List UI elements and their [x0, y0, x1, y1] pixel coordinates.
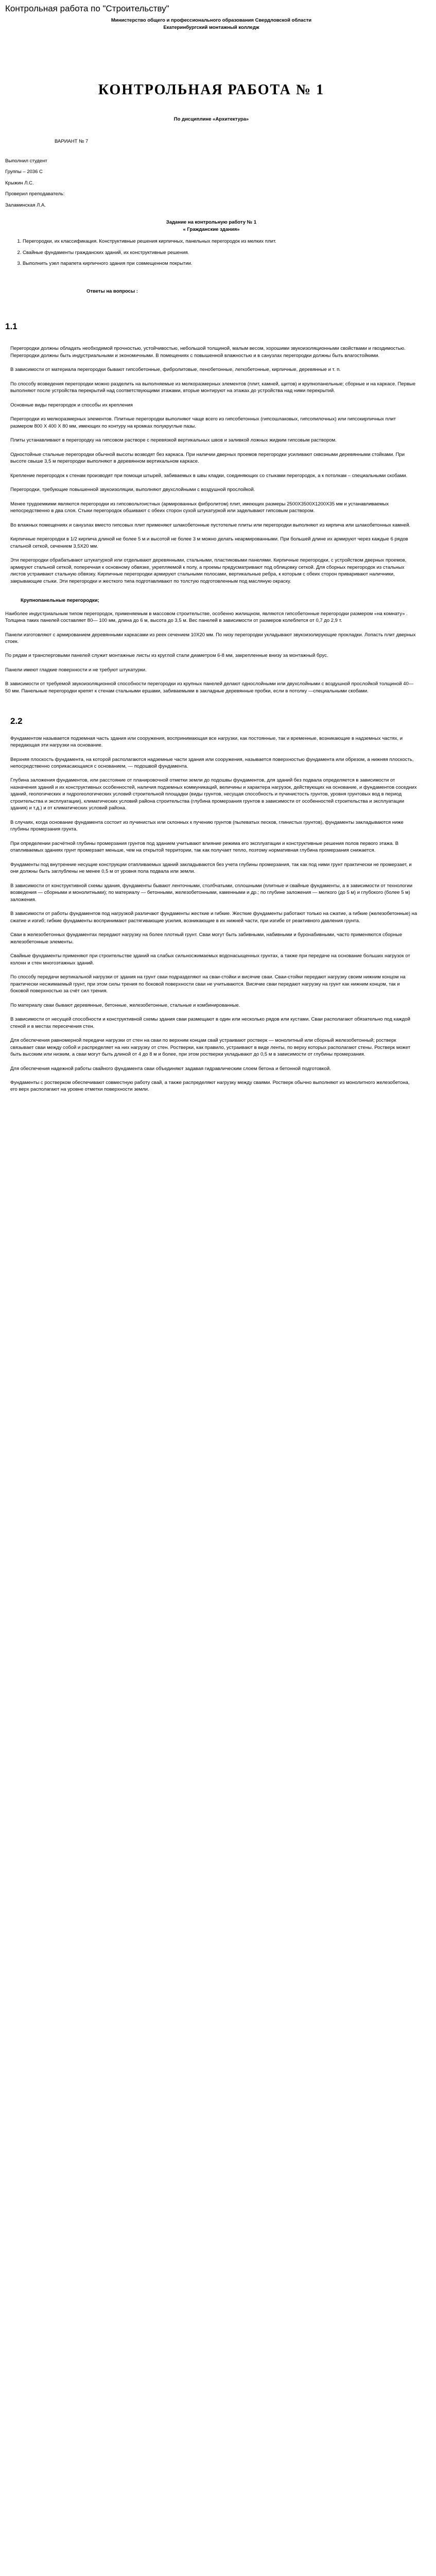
- body-paragraph: Менее трудоемкими являются перегородки из гипсовольтоистных (армированных фибролитом) плит, имеющих размеры 2500Х3500Х1200Х35 мм и устанавливаемых непосредственно в два слоя. Стыки перегородок обшивают с обеих сторон сухой штукатуркой или заделывают гипсовым раствором.: [10, 501, 389, 514]
- work-title: КОНТРОЛЬНАЯ РАБОТА № 1: [98, 82, 325, 98]
- student-name: Крыжин Л.С.: [5, 180, 34, 186]
- teacher-name: Заламинская Л.А.: [5, 202, 46, 208]
- checked-label: Проверил преподаватель:: [5, 191, 65, 197]
- task-item: 2. Свайные фундаменты гражданских зданий, их конструктивные решения.: [23, 249, 417, 256]
- body-paragraph: Перегородки должны обладать необходимой прочностью, устойчивостью, небольшой толщиной, малым весом, хорошими звукоизоляционными свойствами и гвоздимостью. Перегородки должны быть индустриальными и экономичными. В помещениях с повышенной влажностью и в санузлах перегородки должны быть влагостойкими.: [10, 346, 406, 359]
- body-paragraph: По рядам и трансперговыми панелей служит монтажные листы из круглой стали диаметром 6-8 мм, закрепленные внизу за монтажный брус.: [5, 653, 328, 659]
- answers-heading: Ответы на вопросы :: [86, 288, 138, 294]
- header-block: [5, 17, 417, 31]
- body-paragraph: Верхняя плоскость фундамента, на которой располагаются надземные части здания или сооружения, называется поверхностью фундамента или обрезом, а нижняя плоскость, непосредственно соприкасающаяся с основанием, — подошвой фундамента.: [10, 756, 414, 769]
- section-1-body: [5, 345, 417, 585]
- body-paragraph: При определении расчётной глубины промерзания грунтов под зданием учитывают влияние режима его эксплуатации и конструктивные решения полов первого этажа. В отапливаемых зданиях грунт промерзает меньше, чем на открытой территории, так как получает тепло, поэтому нормативная глубина промерзания снижается.: [10, 840, 399, 854]
- body-paragraph: Одностойные стальные перегородки обычной высоты возводят без каркаса. При наличии дверных проемов перегородки усиливают сквозными деревянными стойками. При высоте свыше 3,5 м перегородки выполняют в деревянном вертикальном каркасе.: [10, 451, 405, 465]
- body-paragraph: Во влажных помещениях и санузлах вместо гипсовых плит применяют шлакобетонные пустотелые плиты или перегородки выполняют из кирпича или шлакобетонных камней.: [10, 522, 411, 528]
- task-item: 1. Перегородки, их классификация. Конструктивные решения кирпичных, панельных перегородок из мелких плит.: [23, 238, 417, 245]
- meta-block: [5, 158, 417, 209]
- body-paragraph: В зависимости от материала перегородки бывают гипсобетонные, фибролитовые, пенобетонные, легкобетонные, кирпичные, деревянные и т. п.: [10, 367, 341, 373]
- body-paragraph: Панели имеют гладкие поверхности и не требуют штукатурки.: [5, 667, 147, 673]
- body-paragraph: В зависимости от конструктивной схемы здания, фундаменты бывают ленточными, столбчатыми, сплошными (плитные и свайные фундаменты, а в зависимости от технологии возведения — сборными и монолитными); по материалу — бетонными, железобетонными, каменными и др.; по глубине заложения — мелкого (до 5 м) и глубокого (более 5 м) заложения.: [10, 883, 413, 903]
- section-2-body: [5, 735, 417, 1093]
- body-paragraph: Фундаменты под внутренние несущие конструкции отапливаемых зданий закладываются без учета глубины промерзания, так как под ними грунт практически не промерзает, и они должны быть заглублены не менее 0,5 м от уровня пола подвала или земли.: [10, 861, 412, 875]
- student-label: Выполнил студент: [5, 158, 47, 164]
- body-paragraph: Сваи в железобетонных фундаментах передают нагрузку на более плотный грунт. Сваи могут быть забивными, набивными и буронабивными, часто применяются сборные железобетонные элементы.: [10, 932, 403, 945]
- body-paragraph: Свайные фундаменты применяют при строительстве зданий на слабых сильносжимаемых водонасыщенных грунтах, а также при передаче на основание больших нагрузок от колонн и стен многоэтажных зданий.: [10, 953, 410, 966]
- ministry-line: Министерство общего и профессионального образования Свердловской области: [111, 18, 312, 24]
- body-paragraph: По материалу сваи бывают деревянные, бетонные, железобетонные, стальные и комбинированные.: [10, 1002, 240, 1008]
- task-heading-block: [5, 219, 417, 233]
- body-paragraph: Глубина заложения фундаментов, или расстояние от планировочной отметки земли до подошвы фундаментов, для зданий без подвала определяется в зависимости от назначения зданий и их конструктивных особенностей, наличия подземных коммуникаций, величины и характера нагрузок, действующих на основание, и фундаментов соседних зданий, геологических и гидрогеологических условий строительной площадки (виды грунтов, несущая способность и пучинистость грунтов, уровня грунтовых вод в период строительства и эксплуатации), климатических условий района строительства (глубина промерзания грунтов в зависимости от особенностей строительства и эксплуатации здания) и т.д.) и от климатических условий района.: [10, 777, 417, 811]
- college-line: Екатеринбургский монтажный колледж: [163, 24, 259, 30]
- group-label: Группы – 2036 С: [5, 169, 43, 175]
- task-subheading: « Гражданские здания»: [183, 226, 240, 232]
- task-list: [5, 238, 417, 267]
- section-1b-body: [5, 611, 417, 695]
- section-subheading: Крупнопанельные перегородки;: [21, 598, 99, 604]
- variant-line: ВАРИАНТ № 7: [55, 139, 89, 145]
- body-paragraph: Плиты устанавливают в перегородку на гипсовом растворе с перевязкой вертикальных швов и заливкой ложных жидким гипсовым раствором.: [10, 437, 337, 444]
- task-item: 3. Выполнить узел парапета кирпичного здания при совмещенном покрытии.: [23, 260, 417, 267]
- body-paragraph: В зависимости от требуемой звукоизоляционной способности перегородки из крупных панелей делают однослойными или двухслойными с воздушной прослойкой толщиной 40—50 мм. Панельные перегородки крепят к стенам стальными ершами, забиваемыми в закладные деревянные пробки, если в потолку —специальными скобами.: [5, 681, 414, 694]
- task-heading: Задание на контрольную работу № 1: [166, 219, 257, 226]
- body-paragraph: Основные виды перегородок и способы их крепления: [10, 402, 133, 408]
- body-paragraph: В зависимости от работы фундаментов под нагрузкой различают фундаменты жесткие и гибкие. Жесткие фундаменты работают только на сжатие, а гибкие (железобетонные) на сжатие и изгиб; гибкие фундаменты воспринимают растягивающие усилия, возникающие в их нижней части, при изгибе от реактивного давления грунта.: [10, 911, 417, 924]
- body-paragraph: Эти перегородки обрабатывают штукатуркой или отделывают деревянными, стальными, пластиковыми панелями. Кирпичные перегородки, с устройством дверных проемов, армируют стальной сеткой, поперечная к основному обвязке, укрепляемой к полу, а проемы предусматривают под облицовку сеткой. Для сборных перегородок из стальных листов устраивают стальную обвязку. Кирпичные перегородки армируют стальными полосами, вертикальные ребра, к которым с обеих сторон приваривают наличники, закрывающие стыки. Эти перегородки и жесткого типа подготавливают по толстую подготовленным под масляную окраску.: [10, 557, 407, 584]
- body-paragraph: Для обеспечения равномерной передачи нагрузки от стен на сваи по верхним концам свай устраивают ростверк — монолитный или сборный железобетонный; ростверк связывает сваи между собой и распределяет на них нагрузку от стен. Ростверки, как правило, устраивают в виде ленты, по верху которых располагают стены. Ростверк может быть высоким или низким, а сваи могут быть длиной от 4 до 8 м и более, при этом ростверки укладывают до 0,5 м в зависимости от глубины промерзания.: [10, 1038, 411, 1058]
- body-paragraph: Панели изготовляют с армированием деревянными каркасами из реек сечением 10Х20 мм. По низу перегородки укладывают звукоизолирующие прокладки. Лопасть плит дверных стоек.: [5, 632, 416, 645]
- body-paragraph: Фундаменты с ростверком обеспечивают совместную работу свай, а также распределяют нагрузку между сваями. Ростверк обычно выполняют из монолитного железобетона, его верх располагают на уровне отметки поверхности земли.: [10, 1080, 410, 1093]
- body-paragraph: В случаях, когда основание фундамента состоит из пучинистых или склонных к пучению грунтов (пылеватых песков, глинистых грунтов), фундаменты закладываются ниже глубины промерзания грунта.: [10, 819, 404, 833]
- section-number-2-2: 2.2: [10, 716, 23, 726]
- body-paragraph: По способу передачи вертикальной нагрузки от здания на грунт сваи подразделяют на сваи-стойки и висячие сваи. Сваи-стойки передают нагрузку своим нижним концом на практически несжимаемый грунт, при этом силы трения по боковой поверхности сваи не учитываются. Висячие сваи передают нагрузку на грунт как нижним концом, так и боковой поверхностью за счёт сил трения.: [10, 974, 406, 994]
- section-number-1-1: 1.1: [5, 321, 18, 332]
- body-paragraph: Для обеспечения надежной работы свайного фундамента сваи объединяют задавая гидравлическим слоем бетона и бетонной подготовкой.: [10, 1065, 331, 1072]
- body-paragraph: В зависимости от несущей способности и конструктивной схемы здания сваи размещают в один или несколько рядов или кустами. Сваи располагают обязательно под каждой стеной и в местах пересечения стен.: [10, 1016, 410, 1029]
- body-paragraph: Кирпичные перегородки в 1/2 кирпича длиной не более 5 м и высотой не более 3 м можно делать неармированными. При большей длине их армируют через каждые 6 рядов стальной сеткой, сечением 3,5Х20 мм.: [10, 536, 408, 549]
- body-paragraph: Перегородки, требующие повышенной звукоизоляции, выполняют двухслойными с воздушной прослойкой.: [10, 487, 255, 493]
- body-paragraph: Крепление перегородок к стенам производят при помощи штырей, забиваемых в швы кладки, соединяющих со стыками перегородок, а к потолкам – специальными скобами.: [10, 472, 408, 479]
- body-paragraph: Фундаментом называется подземная часть здания или сооружения, воспринимающая все нагрузки, как постоянные, так и временные, возникающие в надземных частях, и передающая эти нагрузки на основание.: [10, 735, 403, 749]
- document-title: Контрольная работа по "Строительству": [5, 4, 169, 13]
- subject-line: По дисциплине «Архитектура»: [173, 116, 249, 122]
- body-paragraph: Наиболее индустриальным типом перегородок, применяемым в массовом строительстве, особенно жилищном, являются гипсобетонные перегородки размером «на комнату» . Толщина таких панелей составляет 80— 100 мм, длина до 6 м, высота до 3,5 м. Вес панелей в зависимости от размеров колеблется от 0,7 до 2,9 т.: [5, 611, 408, 624]
- body-paragraph: По способу возведения перегородки можно разделить на выполняемые из мелкоразмерных элементов (плит, камней, щитов) и крупнопанельные; сборные и на каркасе. Первые выполняют после устройства перекрытий над соответствующими этажами, вторые монтируют на этажах до устройства над ними перекрытий.: [10, 381, 416, 394]
- body-paragraph: Перегородки из мелкоразмерных элементов. Плитные перегородки выполняют чаще всего из гипсобетонных (гипсошлаковых, гипсопилочных) или гипсокирпичных плит размером 800 Х 400 Х 80 мм, имеющих по контуру на кромках полукруглые пазы.: [10, 416, 396, 429]
